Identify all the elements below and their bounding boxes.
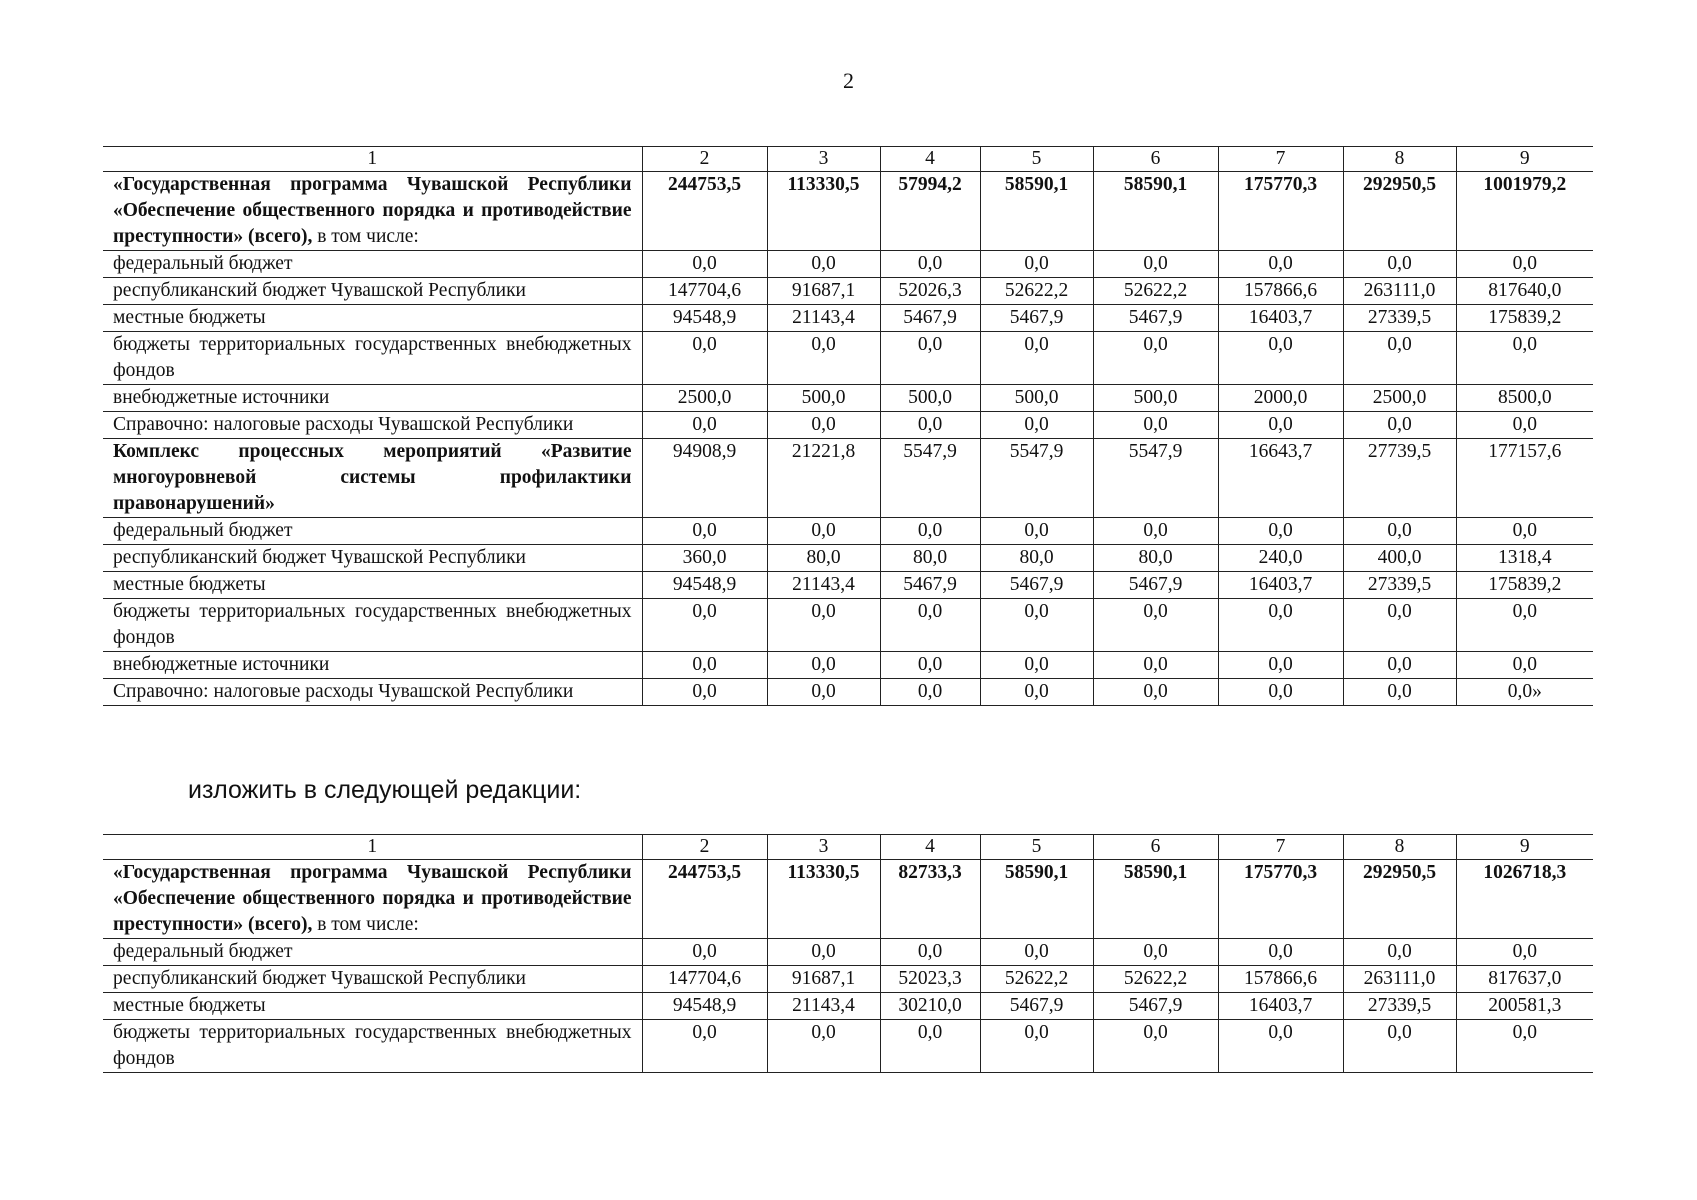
value-cell: 0,0 xyxy=(1093,599,1218,652)
value-cell: 0,0 xyxy=(1218,412,1343,439)
column-number-cell: 7 xyxy=(1218,835,1343,860)
value-cell: 0,0 xyxy=(980,1020,1093,1073)
value-cell: 0,0 xyxy=(767,251,880,278)
value-cell: 30210,0 xyxy=(880,993,980,1020)
column-number-cell: 4 xyxy=(880,835,980,860)
value-cell: 0,0 xyxy=(1456,939,1593,966)
value-cell: 0,0 xyxy=(1218,652,1343,679)
column-number-cell: 7 xyxy=(1218,147,1343,172)
value-cell: 0,0 xyxy=(642,412,767,439)
value-cell: 52023,3 xyxy=(880,966,980,993)
value-cell: 58590,1 xyxy=(980,172,1093,251)
value-cell: 0,0 xyxy=(1456,251,1593,278)
value-cell: 0,0 xyxy=(1456,518,1593,545)
value-cell: 0,0 xyxy=(1093,652,1218,679)
value-cell: 0,0 xyxy=(1456,412,1593,439)
value-cell: 175839,2 xyxy=(1456,305,1593,332)
row-label: бюджеты территориальных государственных внебюджетных фондов xyxy=(103,332,642,385)
table-row xyxy=(103,572,1593,599)
transition-text: изложить в следующей редакции: xyxy=(188,776,582,804)
value-cell: 0,0» xyxy=(1456,679,1593,706)
value-cell: 175770,3 xyxy=(1218,860,1343,939)
row-label: Справочно: налоговые расходы Чувашской Республики xyxy=(103,412,642,439)
table-row xyxy=(103,439,1593,518)
value-cell: 0,0 xyxy=(980,412,1093,439)
row-label: внебюджетные источники xyxy=(103,385,642,412)
value-cell: 0,0 xyxy=(642,599,767,652)
value-cell: 1318,4 xyxy=(1456,545,1593,572)
value-cell: 500,0 xyxy=(980,385,1093,412)
value-cell: 0,0 xyxy=(1218,518,1343,545)
value-cell: 0,0 xyxy=(880,412,980,439)
value-cell: 0,0 xyxy=(980,652,1093,679)
value-cell: 0,0 xyxy=(767,1020,880,1073)
column-number-cell: 1 xyxy=(103,835,642,860)
value-cell: 157866,6 xyxy=(1218,966,1343,993)
table-row xyxy=(103,966,1593,993)
value-cell: 500,0 xyxy=(880,385,980,412)
value-cell: 91687,1 xyxy=(767,278,880,305)
row-label xyxy=(103,439,642,518)
table-row xyxy=(103,939,1593,966)
value-cell: 0,0 xyxy=(980,599,1093,652)
value-cell: 16643,7 xyxy=(1218,439,1343,518)
value-cell: 244753,5 xyxy=(642,172,767,251)
value-cell: 0,0 xyxy=(1218,332,1343,385)
column-number-cell: 9 xyxy=(1456,147,1593,172)
value-cell: 500,0 xyxy=(767,385,880,412)
value-cell: 0,0 xyxy=(642,939,767,966)
value-cell: 175770,3 xyxy=(1218,172,1343,251)
value-cell: 52622,2 xyxy=(980,278,1093,305)
row-label-rest: в том числе: xyxy=(312,914,419,935)
value-cell: 52622,2 xyxy=(1093,966,1218,993)
table-row xyxy=(103,679,1593,706)
value-cell: 0,0 xyxy=(642,679,767,706)
value-cell: 52622,2 xyxy=(1093,278,1218,305)
value-cell: 58590,1 xyxy=(1093,860,1218,939)
column-number-cell: 6 xyxy=(1093,147,1218,172)
value-cell: 94908,9 xyxy=(642,439,767,518)
table-row xyxy=(103,1020,1593,1073)
value-cell: 0,0 xyxy=(767,518,880,545)
value-cell: 58590,1 xyxy=(980,860,1093,939)
value-cell: 817640,0 xyxy=(1456,278,1593,305)
value-cell: 5547,9 xyxy=(1093,439,1218,518)
column-number-cell: 5 xyxy=(980,147,1093,172)
value-cell: 80,0 xyxy=(980,545,1093,572)
value-cell: 240,0 xyxy=(1218,545,1343,572)
value-cell: 0,0 xyxy=(1093,518,1218,545)
table-row xyxy=(103,599,1593,652)
value-cell: 5467,9 xyxy=(980,572,1093,599)
table-row xyxy=(103,305,1593,332)
value-cell: 0,0 xyxy=(880,1020,980,1073)
value-cell: 0,0 xyxy=(1343,939,1456,966)
value-cell: 817637,0 xyxy=(1456,966,1593,993)
column-number-cell: 1 xyxy=(103,147,642,172)
column-number-row xyxy=(103,147,1593,172)
column-number-cell: 8 xyxy=(1343,835,1456,860)
value-cell: 157866,6 xyxy=(1218,278,1343,305)
value-cell: 27339,5 xyxy=(1343,305,1456,332)
column-number-cell: 5 xyxy=(980,835,1093,860)
row-label: бюджеты территориальных государственных внебюджетных фондов xyxy=(103,1020,642,1073)
value-cell: 0,0 xyxy=(880,518,980,545)
value-cell: 5467,9 xyxy=(1093,305,1218,332)
value-cell: 8500,0 xyxy=(1456,385,1593,412)
value-cell: 0,0 xyxy=(767,412,880,439)
value-cell: 91687,1 xyxy=(767,966,880,993)
value-cell: 94548,9 xyxy=(642,993,767,1020)
value-cell: 175839,2 xyxy=(1456,572,1593,599)
value-cell: 0,0 xyxy=(642,518,767,545)
row-label: республиканский бюджет Чувашской Республики xyxy=(103,545,642,572)
value-cell: 292950,5 xyxy=(1343,172,1456,251)
value-cell: 0,0 xyxy=(1343,412,1456,439)
value-cell: 0,0 xyxy=(767,939,880,966)
row-label: местные бюджеты xyxy=(103,572,642,599)
value-cell: 0,0 xyxy=(1343,251,1456,278)
value-cell: 5467,9 xyxy=(880,305,980,332)
value-cell: 0,0 xyxy=(1093,679,1218,706)
value-cell: 52026,3 xyxy=(880,278,980,305)
value-cell: 263111,0 xyxy=(1343,966,1456,993)
value-cell: 0,0 xyxy=(1093,1020,1218,1073)
value-cell: 0,0 xyxy=(767,652,880,679)
value-cell: 0,0 xyxy=(980,251,1093,278)
value-cell: 52622,2 xyxy=(980,966,1093,993)
row-label: местные бюджеты xyxy=(103,993,642,1020)
value-cell: 113330,5 xyxy=(767,860,880,939)
table-row xyxy=(103,860,1593,939)
value-cell: 400,0 xyxy=(1343,545,1456,572)
value-cell: 360,0 xyxy=(642,545,767,572)
value-cell: 0,0 xyxy=(880,652,980,679)
value-cell: 0,0 xyxy=(1093,251,1218,278)
row-label: федеральный бюджет xyxy=(103,939,642,966)
value-cell: 0,0 xyxy=(1218,939,1343,966)
value-cell: 0,0 xyxy=(1343,332,1456,385)
row-label-bold: «Государственная программа Чувашской Республики «Обеспечение общественного порядка и противодействие преступности» (всего), xyxy=(113,174,632,247)
value-cell: 0,0 xyxy=(1456,332,1593,385)
value-cell: 147704,6 xyxy=(642,966,767,993)
budget-table-current xyxy=(103,146,1593,706)
value-cell: 0,0 xyxy=(980,939,1093,966)
row-label: республиканский бюджет Чувашской Республики xyxy=(103,966,642,993)
value-cell: 80,0 xyxy=(767,545,880,572)
value-cell: 113330,5 xyxy=(767,172,880,251)
value-cell: 200581,3 xyxy=(1456,993,1593,1020)
value-cell: 0,0 xyxy=(1343,1020,1456,1073)
value-cell: 0,0 xyxy=(1093,412,1218,439)
value-cell: 58590,1 xyxy=(1093,172,1218,251)
row-label: республиканский бюджет Чувашской Республики xyxy=(103,278,642,305)
row-label-rest: в том числе: xyxy=(312,226,419,247)
value-cell: 1001979,2 xyxy=(1456,172,1593,251)
value-cell: 80,0 xyxy=(1093,545,1218,572)
value-cell: 27339,5 xyxy=(1343,993,1456,1020)
column-number-cell: 4 xyxy=(880,147,980,172)
table-row xyxy=(103,518,1593,545)
value-cell: 0,0 xyxy=(1343,652,1456,679)
value-cell: 21143,4 xyxy=(767,305,880,332)
budget-table-revised xyxy=(103,834,1593,1073)
value-cell: 0,0 xyxy=(1218,599,1343,652)
value-cell: 2500,0 xyxy=(642,385,767,412)
value-cell: 0,0 xyxy=(1218,251,1343,278)
row-label: бюджеты территориальных государственных внебюджетных фондов xyxy=(103,599,642,652)
value-cell: 21143,4 xyxy=(767,572,880,599)
value-cell: 5467,9 xyxy=(880,572,980,599)
value-cell: 0,0 xyxy=(642,1020,767,1073)
value-cell: 0,0 xyxy=(767,599,880,652)
value-cell: 16403,7 xyxy=(1218,572,1343,599)
value-cell: 0,0 xyxy=(980,332,1093,385)
row-label: местные бюджеты xyxy=(103,305,642,332)
value-cell: 0,0 xyxy=(880,332,980,385)
value-cell: 0,0 xyxy=(880,679,980,706)
column-number-cell: 9 xyxy=(1456,835,1593,860)
value-cell: 16403,7 xyxy=(1218,993,1343,1020)
table-row xyxy=(103,172,1593,251)
column-number-row xyxy=(103,835,1593,860)
column-number-cell: 3 xyxy=(767,835,880,860)
row-label xyxy=(103,172,642,251)
value-cell: 0,0 xyxy=(1093,332,1218,385)
value-cell: 82733,3 xyxy=(880,860,980,939)
row-label-bold: «Государственная программа Чувашской Республики «Обеспечение общественного порядка и противодействие преступности» (всего), xyxy=(113,862,632,935)
row-label: федеральный бюджет xyxy=(103,251,642,278)
column-number-cell: 3 xyxy=(767,147,880,172)
column-number-cell: 2 xyxy=(642,147,767,172)
value-cell: 5467,9 xyxy=(1093,572,1218,599)
value-cell: 0,0 xyxy=(1093,939,1218,966)
table-row xyxy=(103,993,1593,1020)
value-cell: 0,0 xyxy=(1343,679,1456,706)
page-number: 2 xyxy=(843,68,854,93)
value-cell: 0,0 xyxy=(1456,652,1593,679)
row-label xyxy=(103,860,642,939)
value-cell: 80,0 xyxy=(880,545,980,572)
value-cell: 0,0 xyxy=(767,332,880,385)
value-cell: 0,0 xyxy=(880,599,980,652)
table-row xyxy=(103,385,1593,412)
value-cell: 0,0 xyxy=(980,679,1093,706)
table-row xyxy=(103,545,1593,572)
value-cell: 0,0 xyxy=(1343,518,1456,545)
value-cell: 177157,6 xyxy=(1456,439,1593,518)
table-row xyxy=(103,412,1593,439)
value-cell: 0,0 xyxy=(642,652,767,679)
value-cell: 0,0 xyxy=(1456,1020,1593,1073)
value-cell: 5467,9 xyxy=(980,993,1093,1020)
value-cell: 5547,9 xyxy=(880,439,980,518)
value-cell: 2000,0 xyxy=(1218,385,1343,412)
value-cell: 94548,9 xyxy=(642,572,767,599)
value-cell: 5467,9 xyxy=(980,305,1093,332)
column-number-cell: 2 xyxy=(642,835,767,860)
column-number-cell: 8 xyxy=(1343,147,1456,172)
row-label: федеральный бюджет xyxy=(103,518,642,545)
value-cell: 0,0 xyxy=(1343,599,1456,652)
value-cell: 5547,9 xyxy=(980,439,1093,518)
row-label-bold: Комплекс процессных мероприятий «Развитие многоуровневой системы профилактики правонарушений» xyxy=(113,441,632,514)
value-cell: 263111,0 xyxy=(1343,278,1456,305)
value-cell: 0,0 xyxy=(642,251,767,278)
row-label: Справочно: налоговые расходы Чувашской Республики xyxy=(103,679,642,706)
value-cell: 1026718,3 xyxy=(1456,860,1593,939)
table-row xyxy=(103,278,1593,305)
value-cell: 0,0 xyxy=(1218,1020,1343,1073)
value-cell: 0,0 xyxy=(767,679,880,706)
value-cell: 0,0 xyxy=(880,939,980,966)
value-cell: 292950,5 xyxy=(1343,860,1456,939)
value-cell: 27339,5 xyxy=(1343,572,1456,599)
value-cell: 5467,9 xyxy=(1093,993,1218,1020)
value-cell: 0,0 xyxy=(980,518,1093,545)
value-cell: 500,0 xyxy=(1093,385,1218,412)
row-label: внебюджетные источники xyxy=(103,652,642,679)
value-cell: 0,0 xyxy=(642,332,767,385)
value-cell: 94548,9 xyxy=(642,305,767,332)
table-row xyxy=(103,332,1593,385)
value-cell: 21143,4 xyxy=(767,993,880,1020)
value-cell: 16403,7 xyxy=(1218,305,1343,332)
value-cell: 0,0 xyxy=(880,251,980,278)
value-cell: 0,0 xyxy=(1218,679,1343,706)
value-cell: 27739,5 xyxy=(1343,439,1456,518)
value-cell: 2500,0 xyxy=(1343,385,1456,412)
column-number-cell: 6 xyxy=(1093,835,1218,860)
table-row xyxy=(103,652,1593,679)
value-cell: 244753,5 xyxy=(642,860,767,939)
value-cell: 0,0 xyxy=(1456,599,1593,652)
value-cell: 147704,6 xyxy=(642,278,767,305)
value-cell: 21221,8 xyxy=(767,439,880,518)
value-cell: 57994,2 xyxy=(880,172,980,251)
table-row xyxy=(103,251,1593,278)
